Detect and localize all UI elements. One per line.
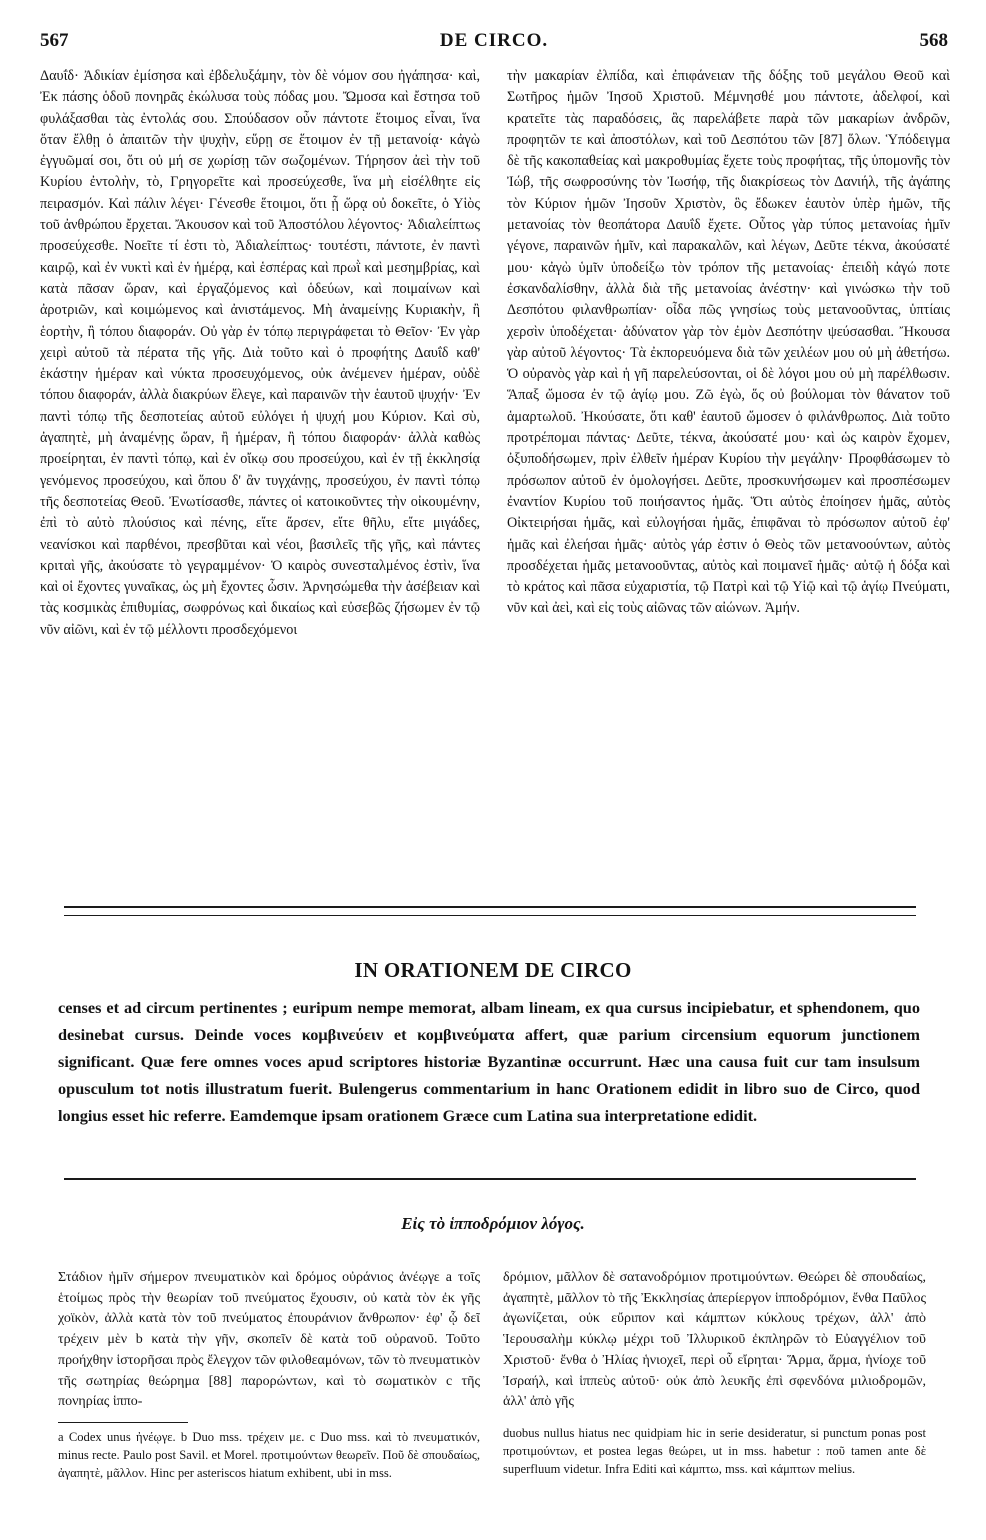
- footnotes-left: [58, 1428, 480, 1528]
- section-title: IN ORATIONEM DE CIRCO: [354, 958, 632, 982]
- running-header: [40, 30, 948, 54]
- oration-paragraph: δρόμιον, μᾶλλον δὲ σατανοδρόμιον προτιμούντων. Θεώρει δὲ σπουδαίως, ἀγαπητὲ, μᾶλλον τὸ τῆς Ἐκκλησίας ἀπερίεργον ἱπποδρόμιον, ἔνθα Παῦλος ἀγωνίζεται, οὐκ εὔριπον καὶ κάμπτων κύκλους τρέχων, ἀλλ' ἀπὸ Ἱερουσαλὴμ κύκλῳ μέχρι τοῦ Ἰλλυρικοῦ ἐκπληρῶν τὸ Εὐαγγέλιον τοῦ Χριστοῦ· ἔνθα ὁ Ἠλίας ἡνιοχεῖ, περὶ οὗ εἴρηται· Ἅρμα, ἅρμα, ἡνίοχε τοῦ Ἰσραήλ, καὶ ἱππεὺς αὐτοῦ· οὐκ ἀπὸ λευκῆς ἐπὶ σφενδόνα μιλιοδρομῶν, ἀλλ' ἀπὸ γῆς: [503, 1270, 926, 1410]
- double-rule-divider: [64, 906, 916, 916]
- greek-oration-heading: Εἰς τὸ ἱπποδρόμιον λόγος.: [401, 1214, 585, 1233]
- running-title: DE CIRCO.: [439, 30, 549, 51]
- footnotes-right: [503, 1424, 926, 1528]
- page-number-right: 568: [919, 30, 948, 51]
- oration-column-right: [503, 1268, 926, 1416]
- footnote-text: a Codex unus ἠνέῳγε. b Duo mss. τρέχειν με. c Duo mss. καὶ τὸ πνευματικόν, minus recte. Paulo post Savil. et Morel. προτιμούντων θεωρεῖν. Ποῦ δὲ σπουδαίως, ἀγαπητὲ, μᾶλλον. Hinc per asteriscos hiatum exhibent, ubi in mss.: [58, 1430, 480, 1480]
- page-number-left: 567: [40, 30, 69, 51]
- greek-paragraph: τὴν μακαρίαν ἐλπίδα, καὶ ἐπιφάνειαν τῆς δόξης τοῦ μεγάλου Θεοῦ καὶ Σωτῆρος ἡμῶν Ἰησοῦ Χριστοῦ. Μέμνησθέ μου πάντοτε, ἀδελφοί, καὶ κρατεῖτε τὰς παραδόσεις, ἃς παρελάβετε παρὰ τῶν μακαρίων ἀνδρῶν, προφητῶν τε καὶ ἀποστόλων, καὶ τοῦ Δεσπότου τῶν [87] ὅλων. Ὑπόδειγμα δὲ τῆς κακοπαθείας καὶ μακροθυμίας ἔχετε τοὺς προφήτας, τῆς ὑπομονῆς τὸν Ἰώβ, τῆς σωφροσύνης τὸν Ἰωσήφ, τῆς διακρίσεως τὸν Δανιήλ, τῆς ἀγάπης τὸν Κύριον ἡμῶν Ἰησοῦν Χριστὸν, ὃς ἔδωκεν ἑαυτὸν ὑπὲρ ἡμῶν, τῆς μετανοίας τὸν θεοπάτορα Δαυΐδ ἔχετε. Οὗτος γὰρ τύπος μετανοίας ἡμῖν γέγονε, παραινῶν ἡμῖν, καὶ παρακαλῶν, καὶ λέγων, Δεῦτε τέκνα, ἀκούσατέ μου· κἀγὼ ὑμῖν ὑποδείξω τὸν τρόπον τῆς μετανοίας· ἐπειδὴ κἀγώ ποτε ἐσκανδαλίσθην, ἀλλὰ διὰ τῆς μετανοίας ἀνέστην· καὶ γινώσκω τὴν τοῦ Δεσπότου φιλανθρωπίαν· οἶδα πῶς γνησίως τοὺς μετανοοῦντας, ὑπτίαις χερσὶν ὑποδέχεται· ἀδύνατον γὰρ τὸν ἐμὸν Δεσπότην ψεύσασθαι. Ἤκουσα γὰρ αὐτοῦ λέγοντος· Τὰ ἐκπορευόμενα διὰ τῶν χειλέων μου οὐ μὴ ἀθετήσω. Ὁ οὐρανὸς γὰρ καὶ ἡ γῆ παρελεύσονται, οἱ δὲ λόγοι μου οὐ μὴ παρέλθωσιν. Ἅπαξ ὤμοσα ἐν τῷ ἁγίῳ μου. Ζῶ ἐγὼ, ὅς οὐ βούλομαι τὸν θάνατον τοῦ ἁμαρτωλοῦ. Ἠκούσατε, ὅτι καθ' ἑαυτοῦ ὤμοσεν ὁ φιλάνθρωπος. Διὰ τοῦτο προτρέπομαι πάντας· Δεῦτε, τέκνα, ἀκούσατέ μου· καὶ ὡς καιρὸν ἔχομεν, ὀξυποδήσωμεν, πρὶν ἐλθεῖν ἡμέραν Κυρίου τὴν μεγάλην· Προφθάσωμεν τὸ πρόσωπον αὐτοῦ ἐν ὁμολογήσει. Δεῦτε, προσκυνήσωμεν καὶ προσπέσωμεν ἐναντίον Κυρίου τοῦ ποιήσαντος ἡμᾶς. Ὅτι αὐτὸς ἐποίησεν ἡμᾶς, αὐτὸς Οἰκτειρήσαι ἡμᾶς, καὶ εὐλογήσαι ἡμᾶς, ἐπιφᾶναι τὸ πρόσωπον αὐτοῦ ἐφ' ἡμᾶς καὶ ἐλεήσαι ἡμᾶς· αὐτὸς γάρ ἐστιν ὁ Θεὸς τῶν μετανοούντων, αὐτὸς προσδέχεται ἡμᾶς μετανοοῦντας, αὐτὸς καὶ ποιμανεῖ ἡμᾶς· αὐτῷ ἡ δόξα καὶ τὸ κράτος καὶ πᾶσα εὐχαριστία, τῷ Πατρὶ καὶ τῷ Υἱῷ καὶ τῷ ἁγίῳ Πνεύματι, νῦν καὶ ἀεὶ, καὶ εἰς τοὺς αἰῶνας τῶν αἰώνων. Ἀμήν.: [507, 68, 950, 617]
- oration-paragraph: Στάδιον ἡμῖν σήμερον πνευματικὸν καὶ δρόμος οὐράνιος ἀνέῳγε a τοῖς ἑτοίμως πρὸς τὴν θεωρίαν τοῦ πνεύματος ἔχουσιν, οὐ κατὰ τὸν ἐκ γῆς χοϊκὸν, ἀλλὰ κατὰ τὸν τοῦ πνεύματος ἐπουράνιον ἄνθρωπον· ἐφ' ᾧ δεῖ τρέχειν μὲν b κατὰ τὴν γῆν, σκοπεῖν δὲ κατὰ τοῦ οὐρανοῦ. Τοῦτο προήχθην ἱστορῆσαι πρὸς ἔλεγχον τῶν φιλοθεαμόνων, τῶν τὸ πνευματικὸν τῆς σωτηρίας θεώρημα [88] παρορώντων, καὶ τὸ σωματικὸν c τῆς πονηρίας ἱππο-: [58, 1270, 480, 1410]
- greek-paragraph: Δαυΐδ· Ἀδικίαν ἐμίσησα καὶ ἐβδελυξάμην, τὸν δὲ νόμον σου ἠγάπησα· καὶ, Ἐκ πάσης ὁδοῦ πονηρᾶς ἐκώλυσα τοὺς πόδας μου. Ὤμοσα καὶ ἔστησα τοῦ φυλάξασθαι τὰς ἐντολάς σου. Σπούδασον οὖν πάντοτε ἕτοιμος εἶναι, ἵνα ὅταν ἔλθῃ ὁ ἀπαιτῶν τὴν ψυχὴν, εὕρῃ σε ἕτοιμον ἐν τῇ μετανοίᾳ· κἀγὼ ἐγγυῶμαί σοι, ὅτι οὐ μή σε χωρίσῃ τῶν σωζομένων. Τήρησον ἀεὶ τὴν τοῦ Κυρίου ἐντολὴν, τὸ, Γρηγορεῖτε καὶ προσεύχεσθε, ἵνα μὴ εἰσέλθητε εἰς πειρασμόν. Καὶ πάλιν λέγει· Γένεσθε ἕτοιμοι, ὅτι ᾗ ὥρᾳ οὐ δοκεῖτε, ὁ Υἱὸς τοῦ ἀνθρώπου ἔρχεται. Ἄκουσον καὶ τοῦ Ἀποστόλου λέγοντος· Ἀδιαλείπτως προσεύχεσθε. Νοεῖτε τί ἐστι τὸ, Ἀδιαλείπτως· τουτέστι, πάντοτε, ἐν παντὶ καιρῷ, καὶ ἐν νυκτὶ καὶ ἐν ἡμέρᾳ, καὶ ἑσπέρας καὶ πρωῒ καὶ μεσημβρίας, καὶ κατὰ πᾶσαν ὥραν, καὶ ἐργαζόμενος καὶ ὁδεύων, καὶ ποιμαίνων καὶ ἀροτριῶν, καὶ κοιμώμενος καὶ ἀνιστάμενος. Μὴ ἀναμείνῃς Κυριακὴν, ἢ ἑορτὴν, ἢ τόπου διαφοράν. Οὐ γὰρ ἐν τόπῳ περιγράφεται τὸ Θεῖον· Ἐν γὰρ χειρὶ αὐτοῦ τὰ πέρατα τῆς γῆς. Διὰ τοῦτο καὶ ὁ προφήτης Δαυΐδ καθ' ἑκάστην ἡμέραν καὶ νύκτα προσευχόμενος, οὐκ ἀνέμενεν ἡμέραν, οὐδὲ τόπου διαφοράν, ἀλλὰ διακρύων ἔλεγε, καὶ παραινῶν τὴν ἑαυτοῦ ψυχήν· Ἐν παντὶ τόπῳ τῆς δεσποτείας αὐτοῦ εὐλόγει ἡ ψυχή μου Κύριον. Καὶ σὺ, ἀγαπητὲ, μὴ ἀναμένῃς ὥραν, ἢ ἡμέραν, ἢ τόπου διαφοράν· ἀλλὰ καθὼς προείρηται, ἐν παντὶ τόπῳ, καὶ ἐν οἴκῳ σου προσεύχου, καὶ ἐν τῇ ἐκκλησίᾳ γενόμενος προσεύχου, καὶ ὅπου δ' ἂν τυγχάνῃς, προσεύχου, ἐν παντὶ τόπῳ τῆς δεσποτείας Θεοῦ. Ἐνωτίσασθε, πάντες οἱ κατοικοῦντες τὴν οἰκουμένην, ἐπὶ τὸ αὐτὸ πλούσιος καὶ πένης, εἴτε ἄρσεν, εἴτε θῆλυ, εἴτε μιγάδες, νεανίσκοι καὶ παρθένοι, πρεσβῦται καὶ νέοι, βασιλεῖς τῆς γῆς, καὶ πάντες κριταὶ γῆς, ἀκούσατε τὸ γεγραμμένον· Ὁ καιρὸς συνεσταλμένος ἐστὶν, ἵνα καὶ οἱ ἔχοντες γυναῖκας, ὡς μὴ ἔχοντες ὦσιν. Ἀρνησώμεθα τὴν ἀσέβειαν καὶ τὰς κοσμικὰς ἐπιθυμίας, σωφρόνως καὶ δικαίως καὶ εὐσεβῶς ζήσωμεν ἐν τῷ νῦν αἰῶνι, καὶ ἐν τῷ μέλλοντι προσδεχόμενοι: [40, 68, 480, 638]
- greek-text-column-left: [40, 66, 480, 836]
- footnote-rule: [58, 1422, 188, 1423]
- oration-column-left: [58, 1268, 480, 1416]
- footnote-text: duobus nullus hiatus nec quidpiam hic in serie desideratur, si punctum ponas post προτιμούντων, et postea legas θεώρει, ut in mss. habetur : ποῦ tamen ante δὲ superfluum videtur. Infra Editi καὶ κάμπτω, mss. καὶ κάμπτων melius.: [503, 1426, 926, 1476]
- rule-divider: [64, 1178, 916, 1180]
- latin-commentary: censes et ad circum pertinentes ; euripum nempe memorat, albam lineam, ex qua cursus incipiebatur, et sphendonem, quo desinebat cursus. Deinde voces κομβινεύειν et κομβινεύματα affert, quæ parium circensium equorum junctionem significant. Quæ fere omnes voces apud scriptores historiæ Byzantinæ occurrunt. Hæc una causa fuit cur tam insulsum opusculum tot notis illustratum fuerit. Bulengerus commentarium in hanc Orationem edidit in libro suo de Circo, quod longius esset hic referre. Eamdemque ipsam orationem Græce cum Latina sua interpretatione edidit.: [58, 998, 920, 1125]
- greek-text-column-right: [507, 66, 950, 836]
